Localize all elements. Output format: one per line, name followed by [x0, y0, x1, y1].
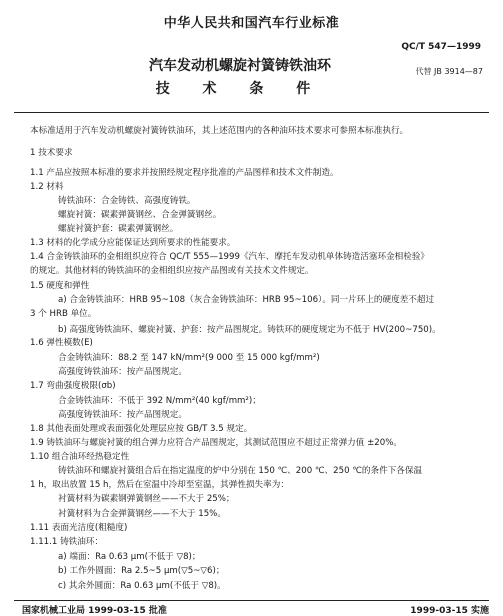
document-subtitle: 技 术 条 件: [155, 81, 325, 97]
body-line: 1.9 铸铁油环与螺旋衬簧的组合弹力应符合产品图规定，其测试范围应不超过正常弹力值 ±20%。: [30, 438, 402, 448]
body-line: 衬簧材料为合金弹簧钢丝——不大于 15%。: [58, 509, 226, 519]
body-line: b) 高强度铸铁油环、螺旋衬簧、护套：按产品图规定。铸铁环的硬度规定为不低于 HV(200~750)。: [58, 325, 441, 335]
body-line: 1.2 材料: [30, 182, 64, 192]
replaces-code: 代替 JB 3914—87: [415, 67, 483, 76]
body-line: 高强度铸铁油环：按产品图规定。: [58, 410, 187, 420]
standard-category-title: 中华人民共和国汽车行业标准: [163, 16, 340, 31]
implementation-date: 1999-03-15 实施: [410, 606, 489, 616]
body-line: 合金铸铁油环：88.2 至 147 kN/mm²(9 000 至 15 000 kgf/mm²): [58, 353, 320, 363]
body-line: 高强度铸铁油环：按产品图规定。: [58, 367, 187, 377]
body-line: 1.6 弹性模数(E): [30, 338, 93, 348]
body-line: 1 技术要求: [30, 148, 73, 158]
body-line: 合金铸铁油环：不低于 392 N/mm²(40 kgf/mm²)；: [58, 396, 261, 406]
body-line: 1.7 弯曲强度极限(σb): [30, 381, 116, 391]
body-line: 1.5 硬度和弹性: [30, 281, 90, 291]
body-line: 1.1 产品应按照本标准的要求并按照经规定程序批准的产品图样和技术文件制造。: [30, 168, 339, 178]
footer-rule: [14, 600, 489, 601]
body-line: 本标准适用于汽车发动机螺旋衬簧铸铁油环，其上述范围内的各种油环技术要求可参照本标准执行。: [30, 126, 409, 136]
body-line: 1 h，取出放置 15 h，然后在室温中冷却至室温，其弹性损失率为：: [30, 480, 289, 490]
body-line: 1.10 组合油环经热稳定性: [30, 452, 130, 462]
body-line: 3 个 HRB 单位。: [30, 309, 97, 319]
body-line: b) 工作外圆面：Ra 2.5~5 μm(▽5~▽6)；: [58, 566, 225, 576]
body-line: a) 合金铸铁油环：HRB 95~108（灰合金铸铁油环：HRB 95~106）。同一片环上的硬度差不超过: [58, 295, 435, 305]
body-line: 螺旋衬簧：碳素弹簧钢丝、合金弹簧钢丝。: [58, 210, 222, 220]
body-line: 1.8 其他表面处理或表面强化处理层应按 GB/T 3.5 规定。: [30, 424, 253, 434]
body-line: 1.11.1 铸铁油环：: [30, 537, 104, 547]
body-line: 衬簧材料为碳素钢弹簧钢丝——不大于 25%；: [58, 494, 235, 504]
body-line: 1.4 合金铸铁油环的金相组织应符合 QC/T 555—1999《汽车、摩托车发动机单体铸造活塞环金相检验》: [30, 252, 430, 262]
body-line: 铸铁油环和螺旋衬簧组合后在指定温度的炉中分别在 150 ℃、200 ℃、250 ℃的条件下各保温: [58, 466, 423, 476]
standard-code: QC/T 547—1999: [401, 42, 481, 52]
header-rule: [14, 112, 489, 113]
body-line: 1.3 材料的化学成分应能保证达到所要求的性能要求。: [30, 238, 236, 248]
body-line: c) 其余外圆面：Ra 0.63 μm(不低于 ▽8)。: [58, 581, 226, 591]
document-title: 汽车发动机螺旋衬簧铸铁油环: [149, 58, 331, 74]
approval-note: 国家机械工业局 1999-03-15 批准: [22, 606, 167, 616]
body-line: a) 端面：Ra 0.63 μm(不低于 ▽8)；: [58, 552, 201, 562]
body-line: 螺旋衬簧护套：碳素弹簧钢丝。: [58, 224, 179, 234]
body-line: 铸铁油环：合金铸铁、高强度铸铁。: [58, 196, 196, 206]
body-line: 1.11 表面光洁度(粗糙度): [30, 523, 128, 533]
body-line: 的规定。其他材料的铸铁油环的金相组织应按产品图或有关技术文件规定。: [30, 266, 314, 276]
